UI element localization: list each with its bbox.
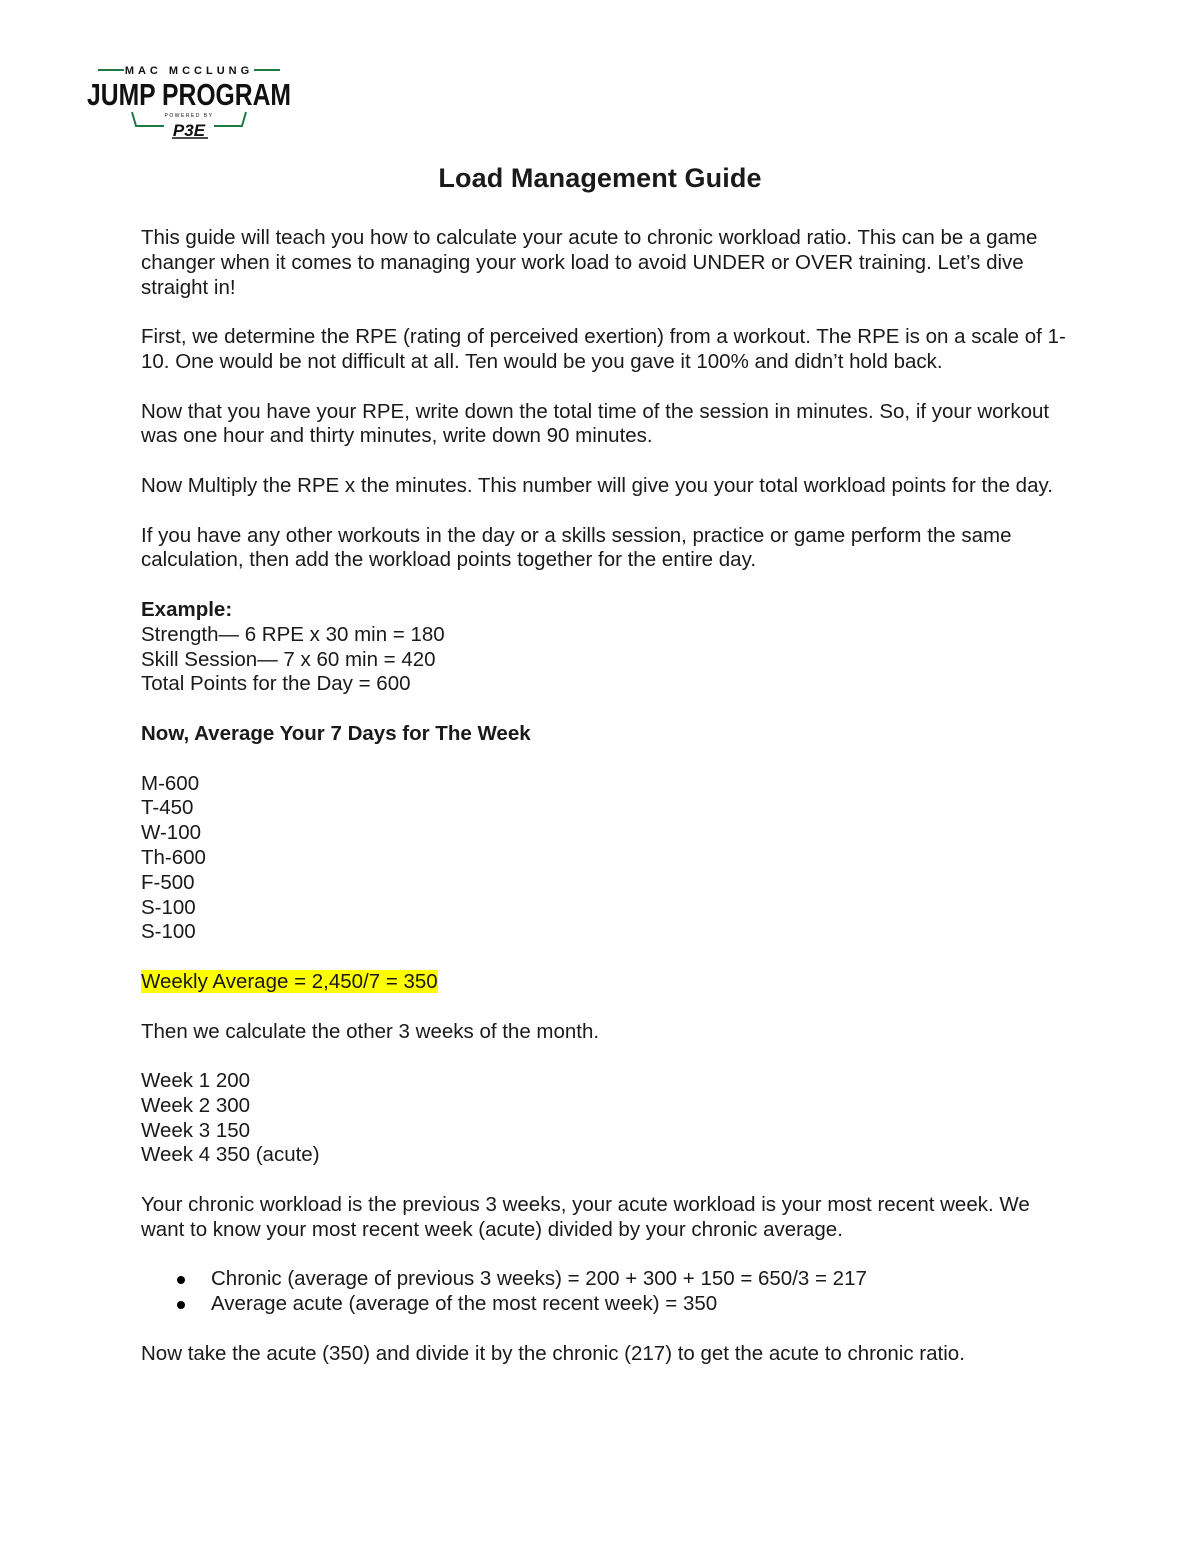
day-item: S-100 bbox=[141, 920, 196, 944]
day-item: T-450 bbox=[141, 796, 194, 820]
example-line: Total Points for the Day = 600 bbox=[141, 672, 411, 696]
document-title: Load Management Guide bbox=[438, 163, 762, 193]
week-item: Week 1 200 bbox=[141, 1069, 251, 1093]
bullet-item bbox=[173, 1292, 1071, 1317]
week-item: Week 2 300 bbox=[141, 1093, 251, 1117]
example-heading: Example: bbox=[141, 597, 233, 621]
example-block bbox=[141, 598, 1071, 697]
other-weeks-intro: Then we calculate the other 3 weeks of the month. bbox=[141, 1019, 600, 1043]
bullet-list bbox=[141, 1267, 1071, 1317]
bullet-text: Chronic (average of previous 3 weeks) = 200 + 300 + 150 = 650/3 = 217 bbox=[211, 1267, 867, 1291]
multiply-paragraph: Now Multiply the RPE x the minutes. This number will give you your total workload points for the day. bbox=[141, 473, 1053, 497]
time-paragraph: Now that you have your RPE, write down the total time of the session in minutes. So, if your workout was one hour and thirty minutes, write down 90 minutes. bbox=[141, 399, 1050, 448]
final-paragraph: Now take the acute (350) and divide it by the chronic (217) to get the acute to chronic ratio. bbox=[141, 1341, 965, 1365]
weekly-average-highlight: Weekly Average = 2,450/7 = 350 bbox=[141, 969, 438, 993]
intro-paragraph: This guide will teach you how to calculate your acute to chronic workload ratio. This can be a game changer when it comes to managing your work load to avoid UNDER or OVER training. Let’s dive straight in! bbox=[141, 226, 1038, 299]
days-list bbox=[141, 772, 1071, 946]
day-item: F-500 bbox=[141, 870, 195, 894]
example-line: Skill Session— 7 x 60 min = 420 bbox=[141, 647, 436, 671]
jump-program-logo bbox=[84, 60, 294, 144]
svg-text:P3E: P3E bbox=[172, 121, 206, 140]
bullet-icon bbox=[177, 1276, 185, 1284]
document-body bbox=[141, 226, 1071, 1391]
chronic-explain-paragraph: Your chronic workload is the previous 3 weeks, your acute workload is your most recent week. We want to know your most recent week (acute) divided by your chronic average. bbox=[141, 1193, 1030, 1241]
bullet-icon bbox=[177, 1301, 185, 1309]
add-paragraph: If you have any other workouts in the day or a skills session, practice or game perform the same calculation, then add the workload points together for the entire day. bbox=[141, 523, 1012, 572]
weekly-average-line bbox=[141, 970, 1071, 995]
bullet-item bbox=[173, 1267, 1071, 1292]
average-heading: Now, Average Your 7 Days for The Week bbox=[141, 721, 531, 745]
week-item: Week 4 350 (acute) bbox=[141, 1143, 320, 1167]
week-item: Week 3 150 bbox=[141, 1118, 251, 1142]
bullet-text: Average acute (average of the most recent week) = 350 bbox=[211, 1292, 718, 1316]
svg-text:JUMP PROGRAM: JUMP PROGRAM bbox=[87, 77, 291, 112]
svg-text:POWERED BY: POWERED BY bbox=[164, 113, 214, 119]
day-item: M-600 bbox=[141, 771, 200, 795]
example-line: Strength— 6 RPE x 30 min = 180 bbox=[141, 622, 445, 646]
day-item: W-100 bbox=[141, 821, 202, 845]
weeks-list bbox=[141, 1069, 1071, 1168]
day-item: S-100 bbox=[141, 895, 196, 919]
rpe-paragraph: First, we determine the RPE (rating of perceived exertion) from a workout. The RPE is on a scale of 1-10. One would be not difficult at all. Ten would be you gave it 100% and didn’t hold back. bbox=[141, 325, 1066, 373]
svg-text:MAC MCCLUNG: MAC MCCLUNG bbox=[124, 65, 254, 77]
day-item: Th-600 bbox=[141, 845, 206, 869]
